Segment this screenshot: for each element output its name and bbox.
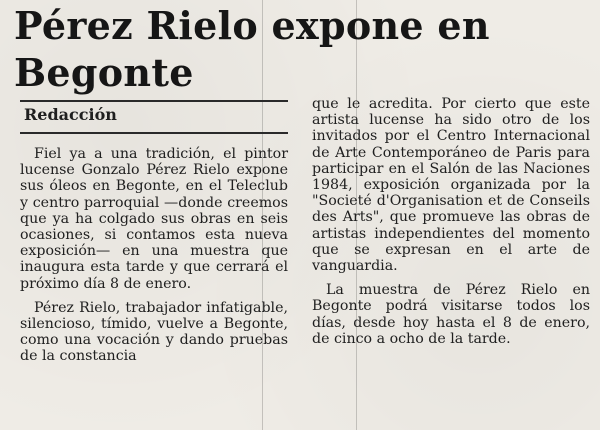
- byline-top-rule: [20, 100, 288, 102]
- article-byline: Redacción: [24, 105, 117, 124]
- article-headline: Pérez Rielo expone en Begonte: [14, 3, 490, 95]
- left-column: [20, 146, 288, 365]
- right-column: [312, 96, 590, 347]
- article-paragraph: que le acredita. Por cierto que este artista lucense ha sido otro de los invitados por el Centro Internacional de Arte Contemporáneo de Paris para participar en el Salón de las Naciones 1984, exposición organizada por la "Societé d'Organisation et de Conseils des Arts", que promueve las obras de artistas independientes del momento que se expresan en el arte de vanguardia.: [312, 96, 590, 275]
- article-paragraph: Fiel ya a una tradición, el pintor lucense Gonzalo Pérez Rielo expone sus óleos en Begonte, en el Teleclub y centro parroquial —donde creemos que ya ha colgado sus obras en seis ocasiones, si contamos esta nueva exposición— en una muestra que inaugura esta tarde y que cerrará el próximo día 8 de enero.: [20, 146, 288, 292]
- article-paragraph: La muestra de Pérez Rielo en Begonte podrá visitarse todos los días, desde hoy hasta el 8 de enero, de cinco a ocho de la tarde.: [312, 282, 590, 347]
- article-paragraph: Pérez Rielo, trabajador infatigable, silencioso, tímido, vuelve a Begonte, como una vocación y dando pruebas de la constancia: [20, 299, 288, 365]
- byline-bottom-rule: [20, 132, 288, 134]
